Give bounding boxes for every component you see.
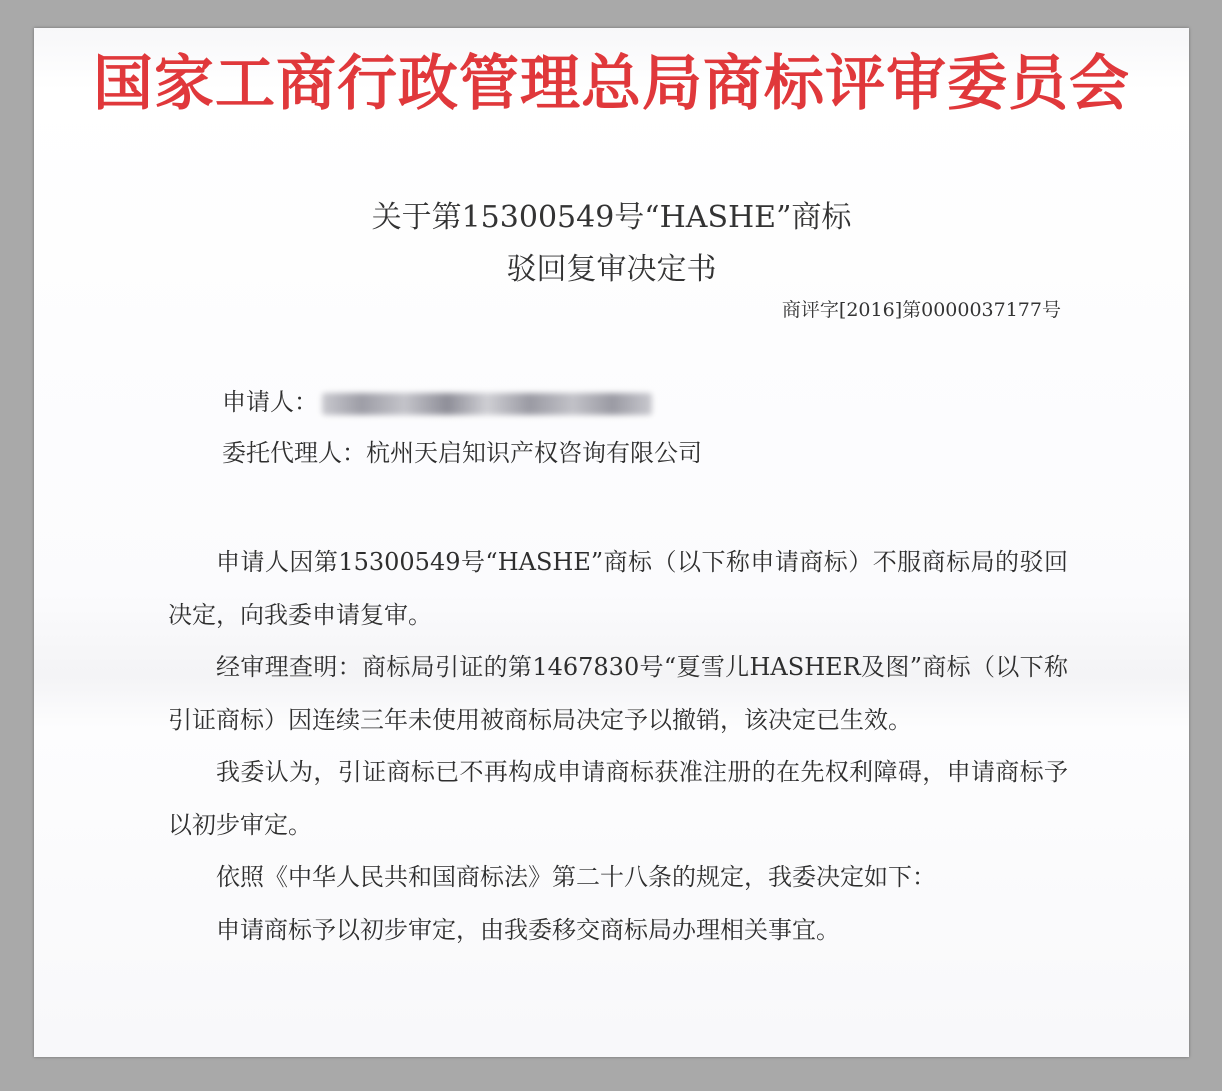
decision-title-line1: 关于第15300549号“HASHE”商标 bbox=[371, 200, 852, 235]
paragraph-legal-basis: 依照《中华人民共和国商标法》第二十八条的规定，我委决定如下： bbox=[216, 863, 936, 891]
paragraph-application: 申请人因第15300549号“HASHE”商标（以下称申请商标）不服商标局的驳回决定，向我委申请复审。 bbox=[168, 548, 1068, 629]
paragraph-findings: 经审理查明：商标局引证的第1467830号“夏雪儿HASHER及图”商标（以下称引证商标）因连续三年未使用被商标局决定予以撤销，该决定已生效。 bbox=[168, 653, 1068, 734]
letterhead-title: 国家工商行政管理总局商标评审委员会 bbox=[93, 49, 1130, 119]
applicant-label: 申请人： bbox=[222, 388, 318, 416]
agent-name: 杭州天启知识产权咨询有限公司 bbox=[366, 439, 702, 467]
redacted-applicant-name bbox=[322, 393, 652, 415]
paragraph-decision: 申请商标予以初步审定，由我委移交商标局办理相关事宜。 bbox=[216, 915, 840, 944]
agent-row bbox=[222, 436, 702, 470]
decision-title-line2: 驳回复审决定书 bbox=[506, 252, 717, 287]
paragraph-opinion: 我委认为，引证商标已不再构成申请商标获准注册的在先权利障碍，申请商标予以初步审定。 bbox=[168, 758, 1068, 839]
document-number: 商评字[2016]第0000037177号 bbox=[781, 299, 1061, 321]
applicant-row bbox=[222, 385, 652, 419]
decision-body bbox=[168, 536, 1068, 956]
document-page bbox=[34, 28, 1189, 1057]
agent-label: 委托代理人： bbox=[222, 439, 366, 467]
